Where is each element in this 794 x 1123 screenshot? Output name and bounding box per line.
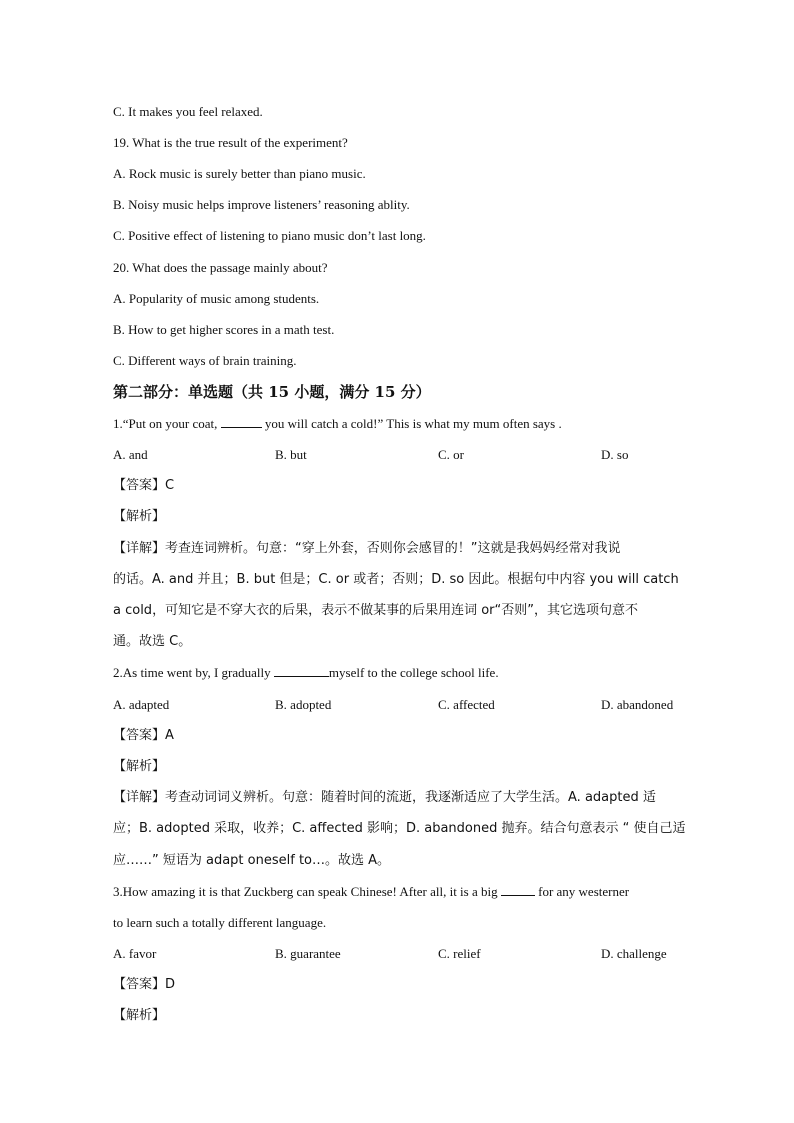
q3-answer-label: 【答案】 bbox=[113, 977, 166, 992]
q1-blank bbox=[221, 415, 262, 428]
q3-blank bbox=[501, 883, 535, 896]
q1-option-b: B. but bbox=[275, 447, 307, 462]
q1-answer-label: 【答案】 bbox=[113, 478, 166, 493]
q2-detail-label: 【详解】 bbox=[113, 790, 166, 805]
q3-stem-before: 3.How amazing it is that Zuckberg can speak Chinese! After all, it is a big bbox=[113, 884, 501, 899]
q3-option-a: A. favor bbox=[113, 946, 157, 961]
q3-answer-value: D bbox=[165, 977, 176, 992]
question-3-options bbox=[113, 945, 693, 963]
q1-stem-after: you will catch a cold!” This is what my mum often says . bbox=[261, 416, 562, 431]
q20-option-b: B. How to get higher scores in a math test. bbox=[113, 322, 335, 337]
q2-option-a: A. adapted bbox=[113, 697, 170, 712]
q2-stem-after: myself to the college school life. bbox=[328, 665, 499, 680]
q2-detail-line-3: 应……” 短语为 adapt oneself to…。故选 A。 bbox=[113, 853, 391, 868]
q2-option-b: B. adopted bbox=[275, 697, 332, 712]
q3-analysis-label: 【解析】 bbox=[113, 1008, 166, 1023]
q2-stem-before: 2.As time went by, I gradually bbox=[113, 665, 274, 680]
q1-option-d: D. so bbox=[601, 447, 629, 462]
q2-detail-text-1: 考查动词词义辨析。句意：随着时间的流逝，我逐渐适应了大学生活。A. adapted 适 bbox=[165, 790, 656, 805]
q3-option-b: B. guarantee bbox=[275, 946, 341, 961]
q1-detail-line-3: a cold，可知它是不穿大衣的后果，表示不做某事的后果用连词 or“否则”，其它选项句意不 bbox=[113, 603, 638, 618]
q2-answer bbox=[113, 727, 174, 745]
section-title: 第二部分：单选题（共 15 小题，满分 15 分） bbox=[113, 383, 431, 401]
q2-analysis-label: 【解析】 bbox=[113, 759, 166, 774]
q2-detail-line-1 bbox=[113, 789, 656, 807]
q1-analysis-label: 【解析】 bbox=[113, 509, 166, 524]
q1-detail-line-2: 的话。A. and 并且；B. but 但是；C. or 或者；否则；D. so 因此。根据句中内容 you will catch bbox=[113, 572, 679, 587]
q3-option-d: D. challenge bbox=[601, 946, 667, 961]
q1-detail-line-4: 通。故选 C。 bbox=[113, 634, 192, 649]
question-1-options bbox=[113, 446, 693, 464]
q1-detail-label: 【详解】 bbox=[113, 541, 166, 556]
q1-option-c: C. or bbox=[438, 447, 464, 462]
q3-answer bbox=[113, 976, 175, 994]
q1-detail-text-1: 考查连词辨析。句意：“穿上外套，否则你会感冒的！”这就是我妈妈经常对我说 bbox=[165, 541, 621, 556]
q20-stem: 20. What does the passage mainly about? bbox=[113, 260, 328, 275]
q2-option-d: D. abandoned bbox=[601, 697, 674, 712]
question-2-options bbox=[113, 696, 693, 714]
q2-answer-label: 【答案】 bbox=[113, 728, 166, 743]
q18-option-c: C. It makes you feel relaxed. bbox=[113, 104, 263, 119]
q1-answer-value: C bbox=[165, 478, 175, 493]
q2-answer-value: A bbox=[165, 728, 174, 743]
q2-option-c: C. affected bbox=[438, 697, 495, 712]
question-3-stem-line-2: to learn such a totally different language. bbox=[113, 915, 327, 930]
q20-option-a: A. Popularity of music among students. bbox=[113, 291, 320, 306]
question-1-stem bbox=[113, 415, 562, 433]
q1-detail-line-1 bbox=[113, 540, 621, 558]
q1-stem-before: 1.“Put on your coat, bbox=[113, 416, 221, 431]
q3-option-c: C. relief bbox=[438, 946, 481, 961]
q3-stem-after: for any westerner bbox=[534, 884, 630, 899]
q19-option-c: C. Positive effect of listening to piano music don’t last long. bbox=[113, 228, 426, 243]
q1-answer bbox=[113, 477, 174, 495]
q19-option-a: A. Rock music is surely better than piano music. bbox=[113, 166, 366, 181]
question-2-stem bbox=[113, 664, 499, 682]
q2-blank bbox=[274, 664, 329, 677]
q1-option-a: A. and bbox=[113, 447, 148, 462]
q20-option-c: C. Different ways of brain training. bbox=[113, 353, 297, 368]
q19-stem: 19. What is the true result of the experiment? bbox=[113, 135, 348, 150]
q2-detail-line-2: 应；B. adopted 采取，收养；C. affected 影响；D. abandoned 抛弃。结合句意表示 “ 使自己适 bbox=[113, 821, 686, 836]
q19-option-b: B. Noisy music helps improve listeners’ reasoning ablity. bbox=[113, 197, 410, 212]
question-3-stem-line-1 bbox=[113, 883, 629, 901]
